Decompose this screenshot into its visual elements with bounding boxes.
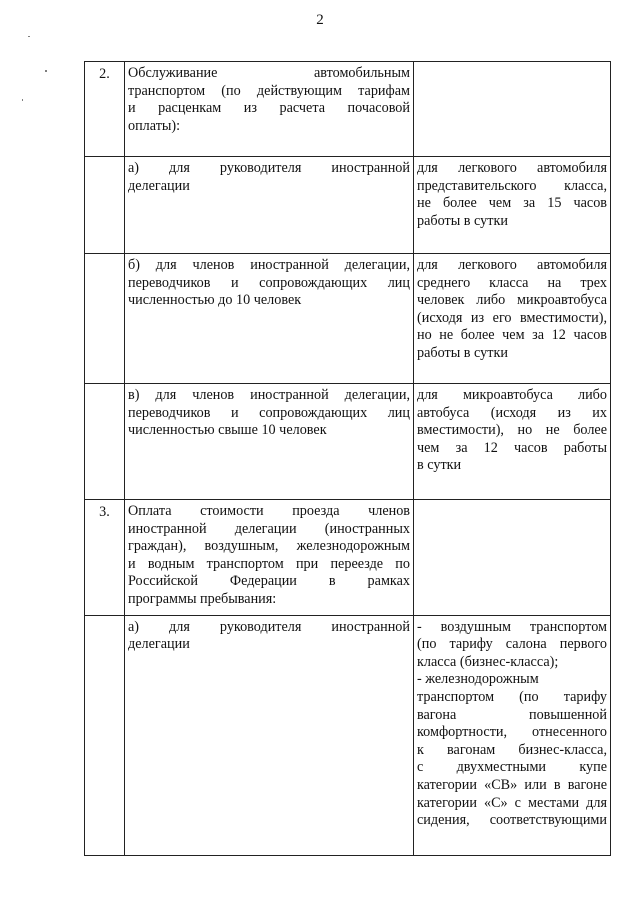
- text-line: граждан), воздушным, железнодорожным: [128, 538, 410, 555]
- text-line: комфортности, отнесенного: [417, 724, 607, 741]
- item-number: [85, 615, 125, 855]
- text-line: оплаты):: [128, 117, 181, 134]
- text-line: и водным транспортом при переезде по: [128, 555, 410, 572]
- text-line: чем за 12 часов работы: [417, 439, 607, 456]
- text-line: Российской Федерации в рамках: [128, 573, 410, 590]
- text-line: категории «С» с местами для: [417, 794, 607, 811]
- item-number: [85, 157, 125, 254]
- table-row: [85, 254, 611, 384]
- text-line: - воздушным транспортом: [417, 618, 607, 635]
- text-line: переводчиков и сопровождающих лиц: [128, 274, 410, 291]
- text-line: б) для членов иностранной делегации,: [128, 257, 410, 273]
- text-line: транспортом (по действующим тарифам: [128, 82, 410, 99]
- service-cell: [125, 62, 414, 157]
- text-line: а) для руководителя иностранной: [128, 618, 410, 635]
- item-number: [85, 384, 125, 500]
- norm-cell: [414, 500, 611, 616]
- table-row: [85, 157, 611, 254]
- table-row: [85, 500, 611, 616]
- text-line: численностью до 10 человек: [128, 292, 302, 309]
- scan-speck: [45, 70, 47, 72]
- table-row: [85, 62, 611, 157]
- text-line: (исходя из его вместимости),: [417, 309, 607, 326]
- norm-cell: [414, 615, 611, 855]
- norm-cell: [414, 254, 611, 384]
- text-line: для микроавтобуса либо: [417, 387, 607, 403]
- text-line: для легкового автомобиля: [417, 257, 607, 273]
- text-line: в) для членов иностранной делегации,: [128, 387, 410, 403]
- text-line: представительского класса,: [417, 177, 607, 194]
- text-line: а) для руководителя иностранной: [128, 160, 410, 176]
- text-line: переводчиков и сопровождающих лиц: [128, 404, 410, 421]
- text-line: работы в сутки: [417, 212, 508, 229]
- text-line: к вагонам бизнес-класса,: [417, 741, 607, 758]
- text-line: категории «СВ» или в вагоне: [417, 776, 607, 793]
- text-line: вместимости), но не более: [417, 422, 607, 439]
- text-line: программы пребывания:: [128, 590, 277, 607]
- text-line: транспортом (по тарифу: [417, 688, 607, 705]
- text-line: делегации: [128, 177, 190, 194]
- text-line: численностью свыше 10 человек: [128, 422, 327, 439]
- text-line: класса (бизнес-класса);: [417, 653, 559, 670]
- text-line: работы в сутки: [417, 344, 508, 361]
- norm-cell: [414, 384, 611, 500]
- text-line: человек либо микроавтобуса: [417, 292, 607, 309]
- scan-speck: [28, 36, 30, 37]
- scan-speck: [22, 99, 23, 101]
- text-line: вагона повышенной: [417, 706, 607, 723]
- text-line: Обслуживание автомобильным: [128, 65, 410, 81]
- text-line: иностранной делегации (иностранных: [128, 520, 410, 537]
- text-line: но не более чем за 12 часов: [417, 327, 607, 344]
- text-line: Оплата стоимости проезда членов: [128, 503, 410, 519]
- services-table: [84, 61, 611, 856]
- text-line: не более чем за 15 часов: [417, 195, 607, 212]
- text-line: с двухместными купе: [417, 759, 607, 776]
- table-row: [85, 384, 611, 500]
- service-cell: [125, 157, 414, 254]
- text-line: сидения, соответствующими: [417, 812, 607, 829]
- text-line: (по тарифу салона первого: [417, 636, 607, 653]
- item-number: 3.: [85, 500, 125, 616]
- text-line: в сутки: [417, 457, 462, 474]
- item-number: 2.: [85, 62, 125, 157]
- table-row: [85, 615, 611, 855]
- service-cell: [125, 254, 414, 384]
- service-cell: [125, 615, 414, 855]
- text-line: автобуса (исходя из их: [417, 404, 607, 421]
- service-cell: [125, 384, 414, 500]
- text-line: для легкового автомобиля: [417, 160, 607, 176]
- norm-cell: [414, 62, 611, 157]
- norm-cell: [414, 157, 611, 254]
- item-number: [85, 254, 125, 384]
- service-cell: [125, 500, 414, 616]
- text-line: среднего класса на трех: [417, 274, 607, 291]
- page-number: 2: [316, 12, 324, 28]
- text-line: и расценкам из расчета почасовой: [128, 100, 410, 117]
- text-line: - железнодорожным: [417, 671, 539, 688]
- text-line: делегации: [128, 636, 190, 653]
